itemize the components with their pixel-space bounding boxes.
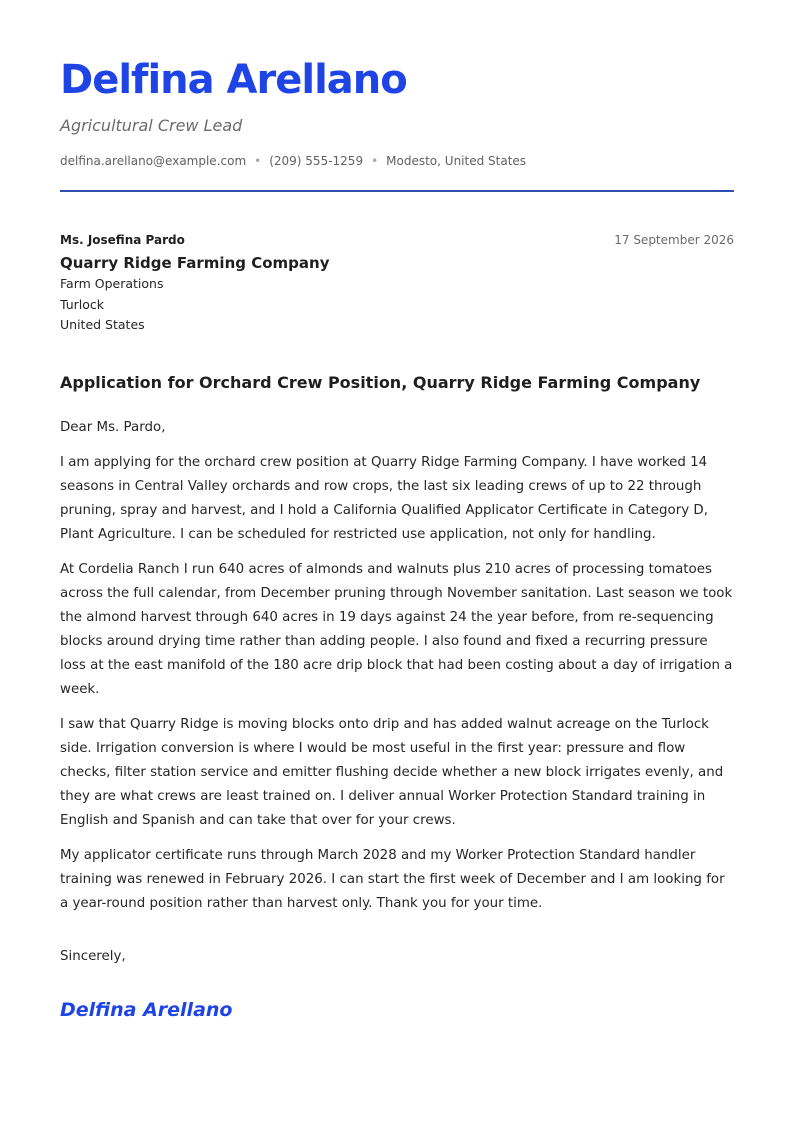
letter-body [60,416,734,927]
recipient-block [60,232,560,336]
contact-separator: • [371,154,379,168]
body-paragraph: I am applying for the orchard crew position at Quarry Ridge Farming Company. I have worked 14 seasons in Central Valley orchards and row crops, the last six leading crews of up to 22 through pruning, spray and harvest, and I hold a California Qualified Applicator Certificate in Category D, Plant Agriculture. I can be scheduled for restricted use application, not only for handling. [60,455,708,542]
contact-email[interactable]: delfina.arellano@example.com [60,154,247,168]
body-paragraph: My applicator certificate runs through March 2028 and my Worker Protection Standard handler training was renewed in February 2026. I can start the first week of December and I am looking for a year-round position rather than harvest only. Thank you for your time. [60,848,725,911]
body-paragraph: I saw that Quarry Ridge is moving blocks onto drip and has added walnut acreage on the Turlock side. Irrigation conversion is where I would be most useful in the first year: pressure and flow checks, filter station service and emitter flushing decide whether a new block irrigates evenly, and they are what crews are least trained on. I deliver annual Worker Protection Standard training in English and Spanish and can take that over for your crews. [60,717,724,828]
contact-location: Modesto, United States [386,154,527,168]
closing: Sincerely, [60,949,126,964]
recipient-company: Quarry Ridge Farming Company [60,254,330,272]
applicant-name: Delfina Arellano [60,57,407,103]
contact-separator: • [254,154,262,168]
recipient-city: Turlock [60,296,105,312]
salutation: Dear Ms. Pardo, [60,420,166,435]
recipient-country: United States [60,317,145,332]
signature: Delfina Arellano [60,999,233,1021]
contact-phone[interactable]: (209) 555-1259 [269,154,364,168]
letter-subject: Application for Orchard Crew Position, Quarry Ridge Farming Company [60,373,701,392]
header-divider [60,190,734,192]
applicant-job-title: Agricultural Crew Lead [60,116,243,135]
recipient-department: Farm Operations [60,276,164,291]
recipient-name: Ms. Josefina Pardo [60,233,185,247]
body-paragraph: At Cordelia Ranch I run 640 acres of almonds and walnuts plus 210 acres of processing tomatoes across the full calendar, from December pruning through November sanitation. Last season we took the almond harvest through 640 acres in 19 days against 24 the year before, from re-sequencing blocks around drying time rather than adding people. I also found and fixed a recurring pressure loss at the east manifold of the 180 acre drip block that had been costing about a day of irrigation a week. [60,562,733,697]
contact-line [60,152,526,170]
letter-date: 17 September 2026 [614,233,734,247]
